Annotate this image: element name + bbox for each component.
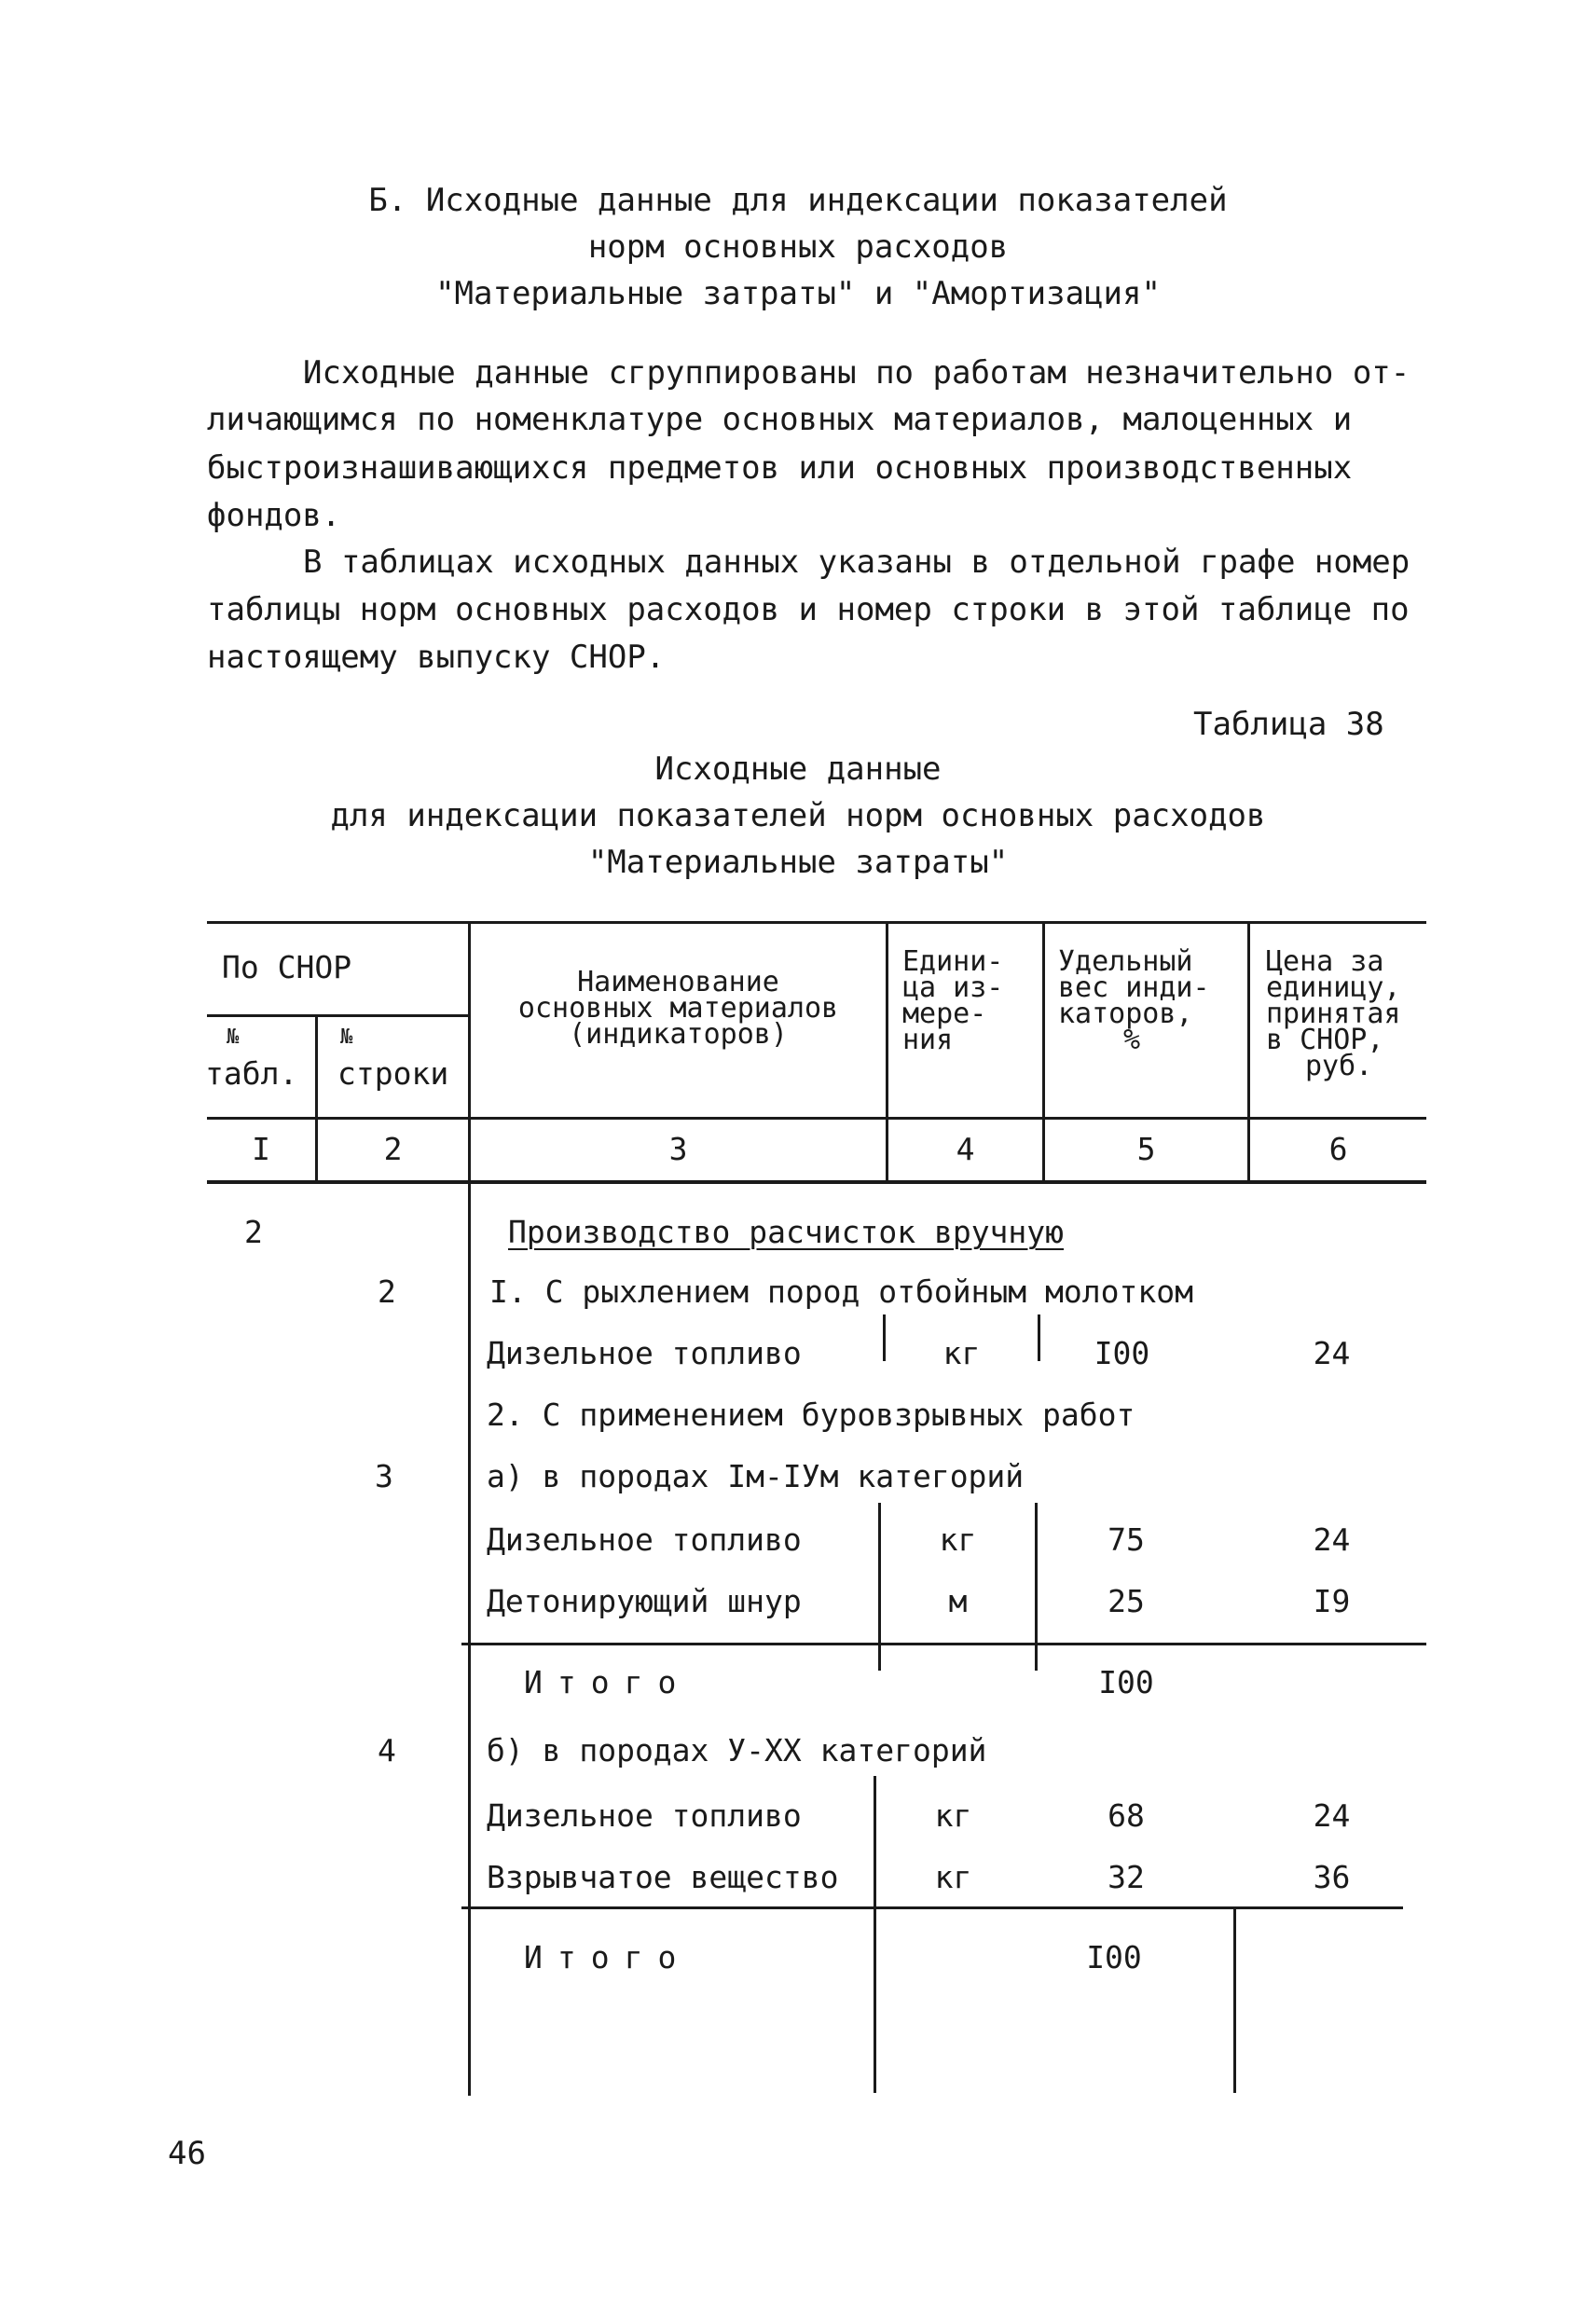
header-bottom-rule [207, 1117, 1426, 1120]
paragraph1-line2: личающимся по номенклатуре основных материалов, малоценных и [207, 401, 1353, 438]
header-unit-line1: Едини- [902, 945, 1004, 978]
paragraph1-line1: Исходные данные сгруппированы по работам незначительно от- [303, 354, 1410, 392]
table-title-line3: "Материальные затраты" [587, 844, 1009, 881]
header-no-sign-tabl: № [227, 1025, 240, 1049]
header-weight-line4: % [1123, 1024, 1141, 1056]
row6-unit: м [948, 1583, 968, 1619]
header-unit-line3: мере- [902, 998, 987, 1030]
row9-price: 36 [1313, 1859, 1351, 1895]
row5-name: Дизельное топливо [487, 1521, 802, 1558]
row5-price: 24 [1313, 1521, 1351, 1558]
row4-stroka: 3 [375, 1458, 393, 1494]
header-unit-line2: ца из- [902, 971, 1004, 1004]
row2-name: Дизельное топливо [487, 1335, 802, 1371]
snor-sub-rule [207, 1014, 468, 1017]
row8-unit: кг [934, 1797, 972, 1834]
section-title: Производство расчисток вручную [508, 1214, 1065, 1250]
header-po-snor: По СНОР [222, 949, 352, 985]
row8-price: 24 [1313, 1797, 1351, 1834]
header-no-sign-stroki: № [340, 1025, 353, 1049]
subtotal2-weight: I00 [1086, 1939, 1142, 1975]
row2-price: 24 [1313, 1335, 1351, 1371]
header-unit-line4: ния [902, 1024, 954, 1056]
row1-stroka: 2 [378, 1273, 396, 1310]
header-name-line1: Наименование [577, 966, 779, 998]
table-title-line2: для индексации показателей норм основных расходов [330, 797, 1266, 834]
tabl-number: 2 [244, 1214, 263, 1250]
paragraph1-line4: фондов. [207, 497, 341, 534]
row1-text: I. С рыхлением пород отбойным молотком [489, 1273, 1193, 1310]
header-name-line2: основных материалов [517, 992, 839, 1025]
subtotal1-rule [461, 1643, 1426, 1645]
page-number: 46 [168, 2135, 206, 2172]
row9-weight: 32 [1108, 1859, 1145, 1895]
colnum-2: 2 [383, 1131, 403, 1167]
table-number: Таблица 38 [1193, 706, 1384, 743]
header-price-line2: единицу, [1266, 971, 1401, 1004]
row6-price: I9 [1313, 1583, 1351, 1619]
colnum-1: I [252, 1131, 270, 1167]
row4-text: а) в породах Iм-IУм категорий [487, 1458, 1025, 1494]
header-stroki: строки [337, 1055, 449, 1092]
row2-unit: кг [942, 1335, 981, 1371]
header-price-line4: в СНОР, [1266, 1024, 1384, 1056]
row7-stroka: 4 [378, 1732, 396, 1768]
header-name-line3: (индикаторов) [569, 1018, 788, 1051]
paragraph2-line1: В таблицах исходных данных указаны в отдельной графе номер [303, 544, 1410, 581]
column-numbers-rule [207, 1180, 1426, 1184]
row5-weight: 75 [1108, 1521, 1145, 1558]
row9-name: Взрывчатое вещество [487, 1859, 839, 1895]
colnum-4: 4 [956, 1131, 975, 1167]
colnum-6: 6 [1328, 1131, 1348, 1167]
header-tabl: табл. [205, 1055, 298, 1092]
subtotal1-label: Итого [524, 1664, 692, 1700]
paragraph2-line2: таблицы норм основных расходов и номер строки в этой таблице по [207, 591, 1410, 628]
row2-weight: I00 [1094, 1335, 1150, 1371]
subtotal2-rule [461, 1906, 1403, 1909]
row3-text: 2. С применением буровзрывных работ [487, 1397, 1135, 1433]
row6-name: Детонирующий шнур [487, 1583, 802, 1619]
subtotal1-weight: I00 [1098, 1664, 1154, 1700]
colnum-5: 5 [1136, 1131, 1156, 1167]
header-price-line5: руб. [1305, 1050, 1373, 1082]
col-divider-2-3 [468, 921, 471, 2096]
row8-name: Дизельное топливо [487, 1797, 802, 1834]
colnum-3: 3 [668, 1131, 688, 1167]
row9-unit: кг [934, 1859, 972, 1895]
paragraph1-line3: быстроизнашивающихся предметов или основных производственных [207, 449, 1353, 487]
section-heading-line2: норм основных расходов [587, 228, 1009, 266]
table-top-rule [207, 921, 1426, 924]
row5-unit: кг [939, 1521, 977, 1558]
section-heading-line1: Б. Исходные данные для индексации показателей [368, 182, 1228, 219]
header-weight-line3: каторов, [1058, 998, 1193, 1030]
header-weight-line2: вес инди- [1058, 971, 1210, 1004]
paragraph2-line3: настоящему выпуску СНОР. [207, 639, 666, 676]
row6-weight: 25 [1108, 1583, 1145, 1619]
header-price-line3: принятая [1266, 998, 1401, 1030]
row8-weight: 68 [1108, 1797, 1145, 1834]
subtotal2-label: Итого [524, 1939, 692, 1975]
row7-text: б) в породах У-XX категорий [487, 1732, 987, 1768]
header-price-line1: Цена за [1266, 945, 1384, 978]
inline-divider-f [1233, 1906, 1236, 2093]
header-weight-line1: Удельный [1058, 945, 1193, 978]
section-heading-line3: "Материальные затраты" и "Амортизация" [435, 275, 1161, 312]
table-title-line1: Исходные данные [654, 750, 942, 788]
